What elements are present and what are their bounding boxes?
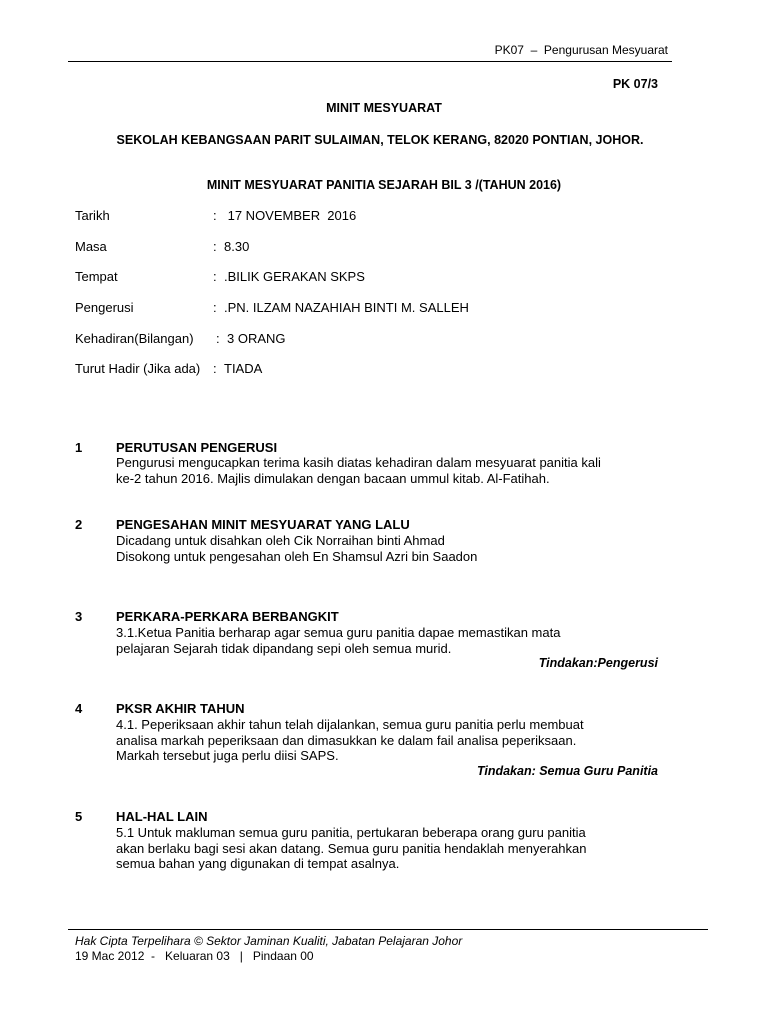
section-line: semua bahan yang digunakan di tempat asalnya. bbox=[116, 856, 400, 871]
document-title: MINIT MESYUARAT bbox=[326, 101, 442, 115]
section-line: akan berlaku bagi sesi akan datang. Semua guru panitia hendaklah menyerahkan bbox=[116, 840, 587, 856]
document-number: PK 07/3 bbox=[612, 77, 658, 91]
info-label: Tempat bbox=[75, 269, 118, 284]
footer-divider bbox=[68, 929, 708, 930]
section-line: Disokong untuk pengesahan oleh En Shamsul Azri bin Saadon bbox=[116, 548, 478, 564]
section-line: 3.1.Ketua Panitia berharap agar semua guru panitia dapae memastikan mata bbox=[116, 625, 561, 640]
section-body bbox=[116, 625, 676, 656]
info-value: 17 NOVEMBER 2016 bbox=[224, 208, 357, 223]
info-label: Masa bbox=[75, 239, 107, 254]
info-value: .PN. ILZAM NAZAHIAH BINTI M. SALLEH bbox=[224, 300, 469, 315]
info-colon: : bbox=[213, 269, 217, 284]
section-heading: PERUTUSAN PENGERUSI bbox=[116, 440, 278, 455]
info-label: Kehadiran(Bilangan) bbox=[75, 331, 194, 346]
meeting-title: MINIT MESYUARAT PANITIA SEJARAH BIL 3 /(TAHUN 2016) bbox=[206, 178, 562, 192]
info-value: .BILIK GERAKAN SKPS bbox=[224, 269, 365, 284]
header-divider bbox=[68, 61, 672, 62]
info-label: Tarikh bbox=[75, 208, 110, 223]
section-body bbox=[116, 717, 676, 764]
running-header: PK07 – Pengurusan Mesyuarat bbox=[494, 43, 668, 57]
info-label: Pengerusi bbox=[75, 300, 134, 315]
section-number: 1 bbox=[75, 440, 83, 455]
section-body bbox=[116, 455, 676, 486]
action-note: Tindakan: Semua Guru Panitia bbox=[476, 764, 658, 778]
section-line: Dicadang untuk disahkan oleh Cik Norraihan binti Ahmad bbox=[116, 533, 445, 548]
info-colon: : bbox=[213, 239, 217, 254]
info-colon: : bbox=[216, 331, 220, 346]
section-heading: HAL-HAL LAIN bbox=[116, 809, 208, 824]
info-colon: : bbox=[213, 300, 217, 315]
section-number: 5 bbox=[75, 809, 83, 824]
info-label: Turut Hadir (Jika ada) bbox=[75, 361, 201, 376]
footer-copyright: Hak Cipta Terpelihara © Sektor Jaminan Kualiti, Jabatan Pelajaran Johor bbox=[75, 934, 463, 948]
info-value: TIADA bbox=[224, 361, 263, 376]
section-line: 4.1. Peperiksaan akhir tahun telah dijalankan, semua guru panitia perlu membuat bbox=[116, 717, 584, 732]
footer-issue: 19 Mac 2012 - Keluaran 03 | Pindaan 00 bbox=[75, 949, 314, 963]
section-body bbox=[116, 533, 676, 564]
section-body bbox=[116, 825, 676, 872]
section-line: ke-2 tahun 2016. Majlis dimulakan dengan bacaan ummul kitab. Al-Fatihah. bbox=[116, 470, 550, 486]
section-heading: PERKARA-PERKARA BERBANGKIT bbox=[116, 609, 339, 624]
action-note: Tindakan:Pengerusi bbox=[538, 656, 658, 670]
school-name: SEKOLAH KEBANGSAAN PARIT SULAIMAN, TELOK KERANG, 82020 PONTIAN, JOHOR. bbox=[116, 133, 644, 147]
section-number: 3 bbox=[75, 609, 83, 624]
section-line: pelajaran Sejarah tidak dipandang sepi oleh semua murid. bbox=[116, 640, 452, 656]
info-colon: : bbox=[213, 361, 217, 376]
section-heading: PENGESAHAN MINIT MESYUARAT YANG LALU bbox=[116, 517, 410, 532]
info-value: 3 ORANG bbox=[227, 331, 286, 346]
section-line: 5.1 Untuk makluman semua guru panitia, pertukaran beberapa orang guru panitia bbox=[116, 825, 586, 840]
section-line: Pengurusi mengucapkan terima kasih diatas kehadiran dalam mesyuarat panitia kali bbox=[116, 455, 601, 470]
section-line: Markah tersebut juga perlu diisi SAPS. bbox=[116, 748, 339, 763]
section-heading: PKSR AKHIR TAHUN bbox=[116, 701, 245, 716]
info-colon: : bbox=[213, 208, 217, 223]
info-value: 8.30 bbox=[224, 239, 250, 254]
section-line: analisa markah peperiksaan dan dimasukkan ke dalam fail analisa peperiksaan. bbox=[116, 732, 577, 748]
section-number: 2 bbox=[75, 517, 83, 532]
section-number: 4 bbox=[75, 701, 83, 716]
